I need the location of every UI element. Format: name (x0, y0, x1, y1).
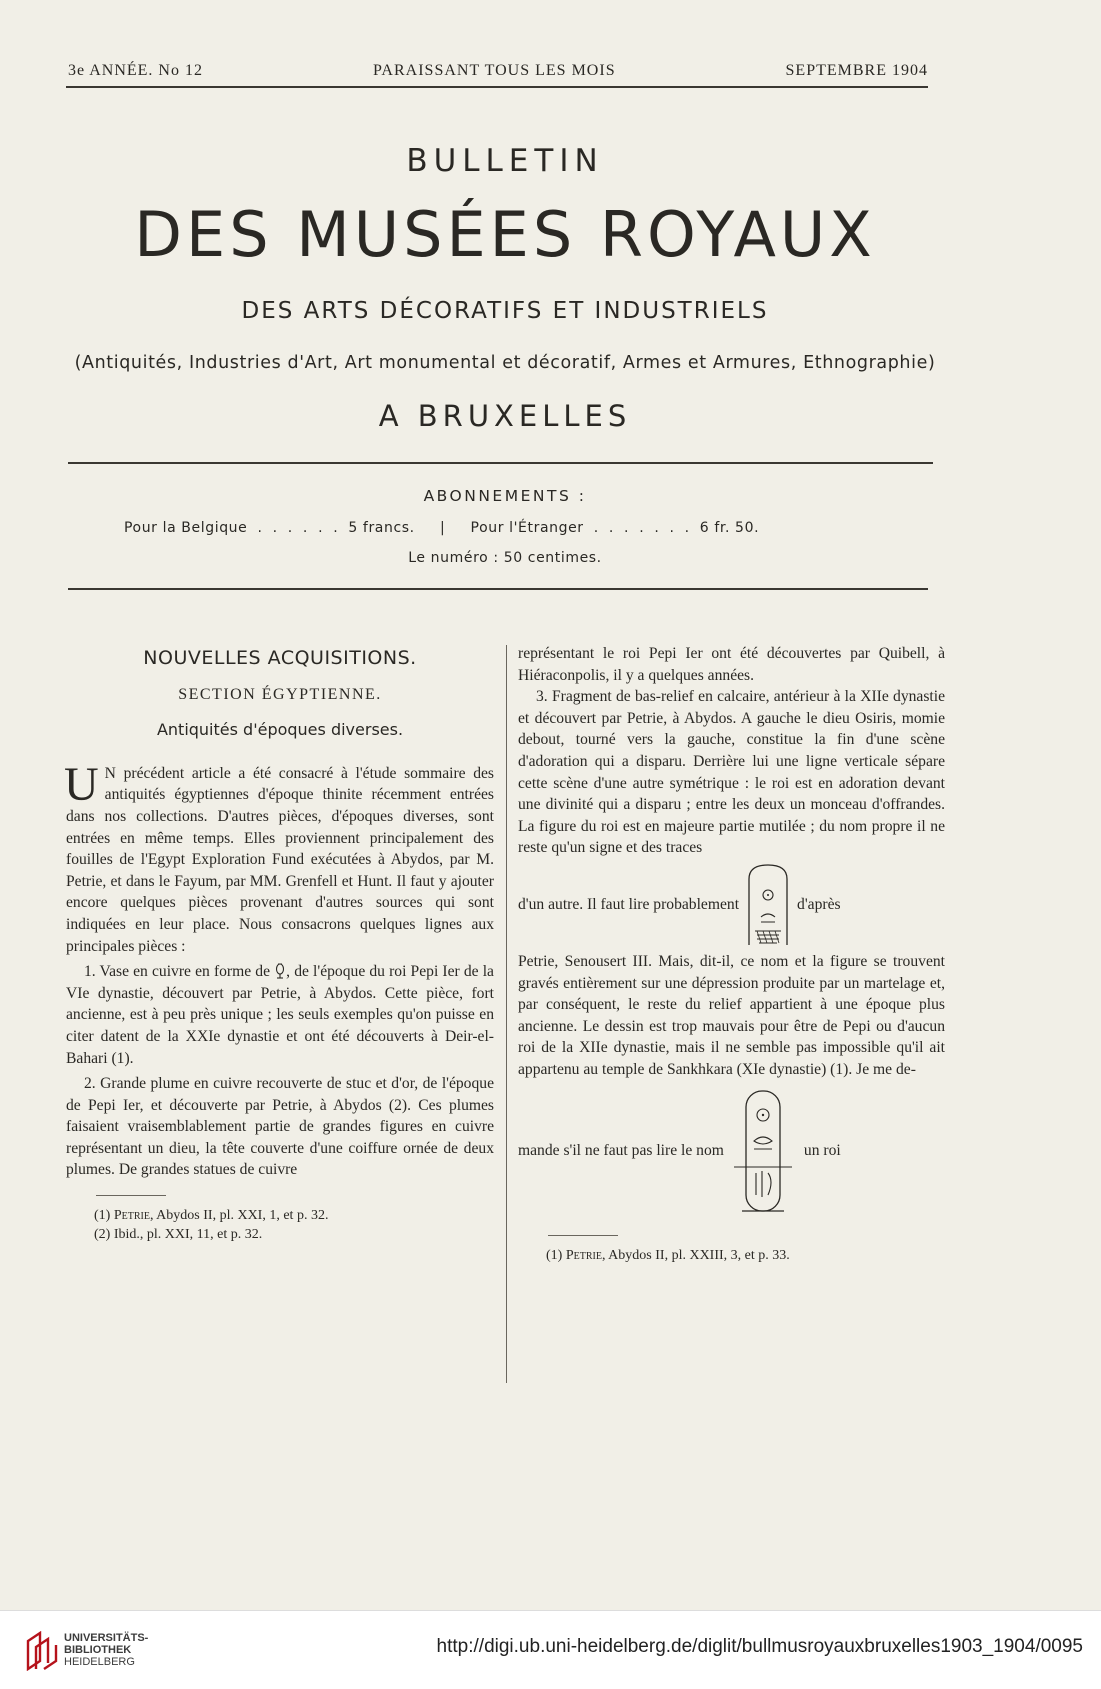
footnote: (1) Petrie, Abydos II, pl. XXI, 1, et p. 32. (94, 1208, 329, 1224)
masthead-subtitle: DES ARTS DÉCORATIFS ET INDUSTRIELS (241, 298, 769, 324)
cartouche-line: mande s'il ne faut pas lire le nom un roi (518, 1081, 945, 1221)
paragraph: Petrie, Senousert III. Mais, dit-il, ce nom et la figure se trouvent gravés entièrement sur une dépression produite par un martelage et, par conséquent, le reste du relief appartient à une époque plus ancienne. Le dessin est trop mauvais pour être de Pepi ou d'aucun roi de la XIIe dynastie, mais il ne semble pas impossible qu'il ait appartenu au temple de Sankhkara (XIe dynastie) (1). Je me de- (518, 952, 945, 1078)
paragraph: 1. Vase en cuivre en forme de , de l'époque du roi Pepi Ier de la VIe dynastie, découvert par Petrie, à Abydos. Cette pièce, fort ancienne, est à peu près unique ; les seuls exemples qu'on puisse en citer datent de la XXIe dynastie et ont été découverts à Deir-el-Bahari (1). (66, 963, 494, 1067)
single-issue-price: Le numéro : 50 centimes. (408, 550, 602, 566)
divider-rule (68, 462, 933, 464)
footnote-rule (548, 1235, 618, 1236)
masthead-parenthetical: (Antiquités, Industries d'Art, Art monumental et décoratif, Armes et Armures, Ethnographie) (74, 353, 936, 373)
masthead-city: A BRUXELLES (378, 399, 632, 433)
footnote-rule (96, 1195, 166, 1196)
subscriptions-prices: Pour la Belgique . . . . . . 5 francs. | Pour l'Étranger . . . . . . . 6 fr. 50. (124, 520, 760, 536)
viewer-footer (0, 1610, 1101, 1689)
paragraph: 3. Fragment de bas-relief en calcaire, antérieur à la XIIe dynastie et découvert par Petrie, à Abydos. A gauche le dieu Osiris, momie debout, tourné vers la gauche, constitue la fin d'une scène d'adoration qui a disparu. Derrière lui une ligne verticale sépare cette scène d'une autre symétrique : le roi est en adoration devant une divinité qui a disparu ; entre les deux un monceau d'offrandes. La figure du roi est en majeure partie mutilée ; du nom propre il ne reste qu'un signe et des traces (518, 688, 945, 857)
issue-date: SEPTEMBRE 1904 (785, 62, 928, 79)
subscriptions-title: ABONNEMENTS : (423, 487, 587, 505)
issue-number: 3e ANNÉE. No 12 (68, 62, 203, 79)
frequency: PARAISSANT TOUS LES MOIS (373, 62, 616, 79)
vase-glyph-icon (274, 961, 286, 979)
section-heading: SECTION ÉGYPTIENNE. (178, 685, 382, 703)
article-heading: NOUVELLES ACQUISITIONS. (143, 647, 417, 669)
masthead-title: DES MUSÉES ROYAUX (134, 198, 876, 271)
header-rule (66, 86, 928, 88)
paragraph: 2. Grande plume en cuivre recouverte de stuc et d'or, de l'époque de Pepi Ier, et découverte par Petrie, à Abydos (2). Ces plumes faisaient vraisemblablement partie de grandes figures en cuivre représentant un dieu, la tête couverte d'une coiffure ornée de deux plumes. De grandes statues de cuivre (66, 1075, 494, 1179)
left-column (66, 648, 494, 1244)
column-rule (506, 645, 507, 1383)
footnote: (2) Ibid., pl. XXI, 11, et p. 32. (94, 1227, 263, 1243)
drop-cap: U (64, 757, 99, 811)
masthead-bulletin: BULLETIN (406, 143, 604, 179)
cartouche-line: d'un autre. Il faut lire probablement d'après (518, 859, 945, 951)
divider-rule (68, 588, 928, 590)
right-column (518, 643, 945, 1265)
paragraph: représentant le roi Pepi Ier ont été découvertes par Quibell, à Hiéraconpolis, il y a quelques années. (518, 645, 945, 684)
cartouche-senousert-icon (743, 861, 793, 949)
library-name: UNIVERSITÄTS- BIBLIOTHEK HEIDELBERG (64, 1632, 149, 1668)
paragraph: U N précédent article a été consacré à l'étude sommaire des antiquités égyptiennes d'époque thinite récemment entrées dans nos collections. D'autres pièces, d'époques diverses, sont entrées en même temps. Elles proviennent principalement des fouilles de l'Egypt Exploration Fund exécutées à Abydos, par M. Petrie, et dans le Fayum, par MM. Grenfell et Hunt. Il faut y ajouter encore quelques pièces provenant d'autres sources qui sont indiquées en leur place. Nous consacrons quelques lignes aux principales pièces : (64, 757, 494, 955)
permalink-url[interactable]: http://digi.ub.uni-heidelberg.de/diglit/bullmusroyauxbruxelles1903_1904/0095 (436, 1636, 1083, 1657)
library-logo-icon (22, 1631, 60, 1671)
footnote: (1) Petrie, Abydos II, pl. XXIII, 3, et p. 33. (546, 1247, 790, 1263)
subsection-heading: Antiquités d'époques diverses. (156, 720, 404, 740)
cartouche-sankhkara-icon (732, 1085, 796, 1217)
running-head (68, 62, 928, 86)
